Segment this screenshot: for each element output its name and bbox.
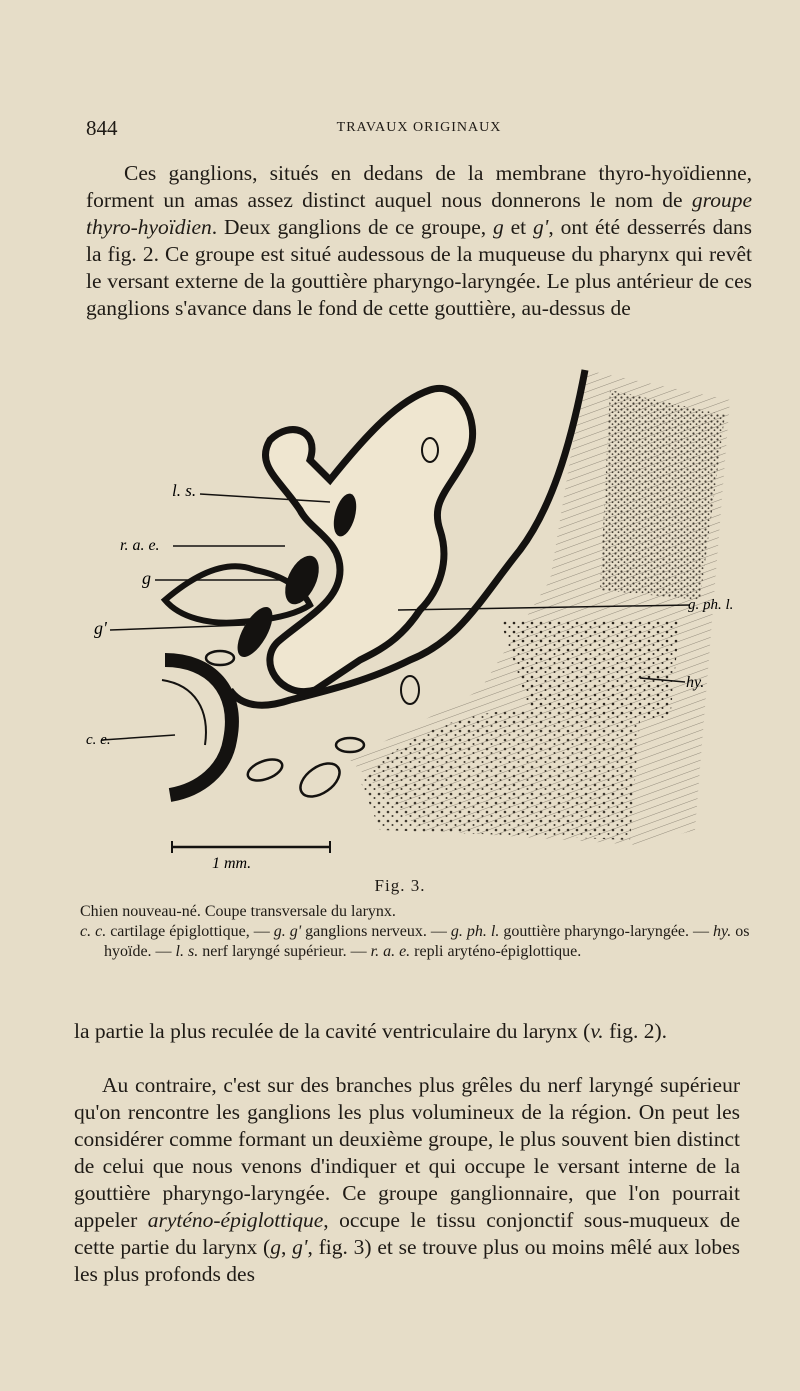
figure-number: Fig. 3. xyxy=(374,876,426,895)
term-aryteno-epiglottique: aryténo-épiglottique xyxy=(147,1208,324,1232)
page-number: 844 xyxy=(86,116,118,140)
caption-legend: c. c. cartilage épiglottique, — g. g' ganglions nerveux. — g. ph. l. gouttière pharyngo-laryngée. — hy. os hyoïde. — l. s. nerf laryngé supérieur. — r. a. e. repli aryténo-épiglottique. xyxy=(80,923,750,960)
figure-3-illustration xyxy=(80,360,760,875)
label-l-s: l. s. xyxy=(172,481,197,500)
page-header xyxy=(86,116,752,146)
paragraph-2: la partie la plus reculée de la cavité ventriculaire du larynx (v. fig. 2). xyxy=(74,1019,667,1043)
caption-title: Chien nouveau-né. Coupe transversale du larynx. xyxy=(80,903,396,920)
histology-drawing xyxy=(80,360,760,875)
label-hy: hy. xyxy=(686,674,705,691)
lower-dotted-tissue xyxy=(360,709,640,840)
epiglottic-cartilage xyxy=(165,660,232,795)
label-g-prime: g' xyxy=(94,618,107,638)
term-groupe-thyro-hyoidien: groupe thyro-hyoïdien xyxy=(86,188,752,239)
paragraph-3: Au contraire, c'est sur des branches plus grêles du nerf laryngé supérieur qu'on rencontre les ganglions les plus volumineux de la région. On peut les considérer comme formant un deuxième groupe, le plus souvent bien distinct de celui que nous venons d'indiquer et qui occupe le versant interne de la gouttière pharyngo-laryngée. Ce groupe ganglionnaire, que l'on pourrait appeler aryténo-épiglottique, occupe le tissu conjonctif sous-muqueux de cette partie du larynx (g, g', fig. 3) et se trouve plus ou moins mêlé aux lobes les plus profonds des xyxy=(74,1073,740,1286)
paragraph-1: Ces ganglions, situés en dedans de la membrane thyro-hyoïdienne, forment un amas assez distinct auquel nous donnerons le nom de groupe thyro-hyoïdien. Deux ganglions de ce groupe, g et g', ont été desserrés dans la fig. 2. Ce groupe est situé audessous de la muqueuse du pharynx qui revêt le versant externe de la gouttière pharyngo-laryngée. Le plus antérieur de ces ganglions s'avance dans le fond de cette gouttière, au-dessus de xyxy=(86,161,752,320)
figure-caption xyxy=(80,902,752,962)
label-g: g xyxy=(142,568,151,588)
label-c-e: c. e. xyxy=(86,732,111,748)
label-scale: 1 mm. xyxy=(212,855,252,872)
label-g-ph-l: g. ph. l. xyxy=(688,597,734,613)
running-title: TRAVAUX ORIGINAUX xyxy=(336,120,502,135)
label-r-a-e: r. a. e. xyxy=(120,537,160,554)
